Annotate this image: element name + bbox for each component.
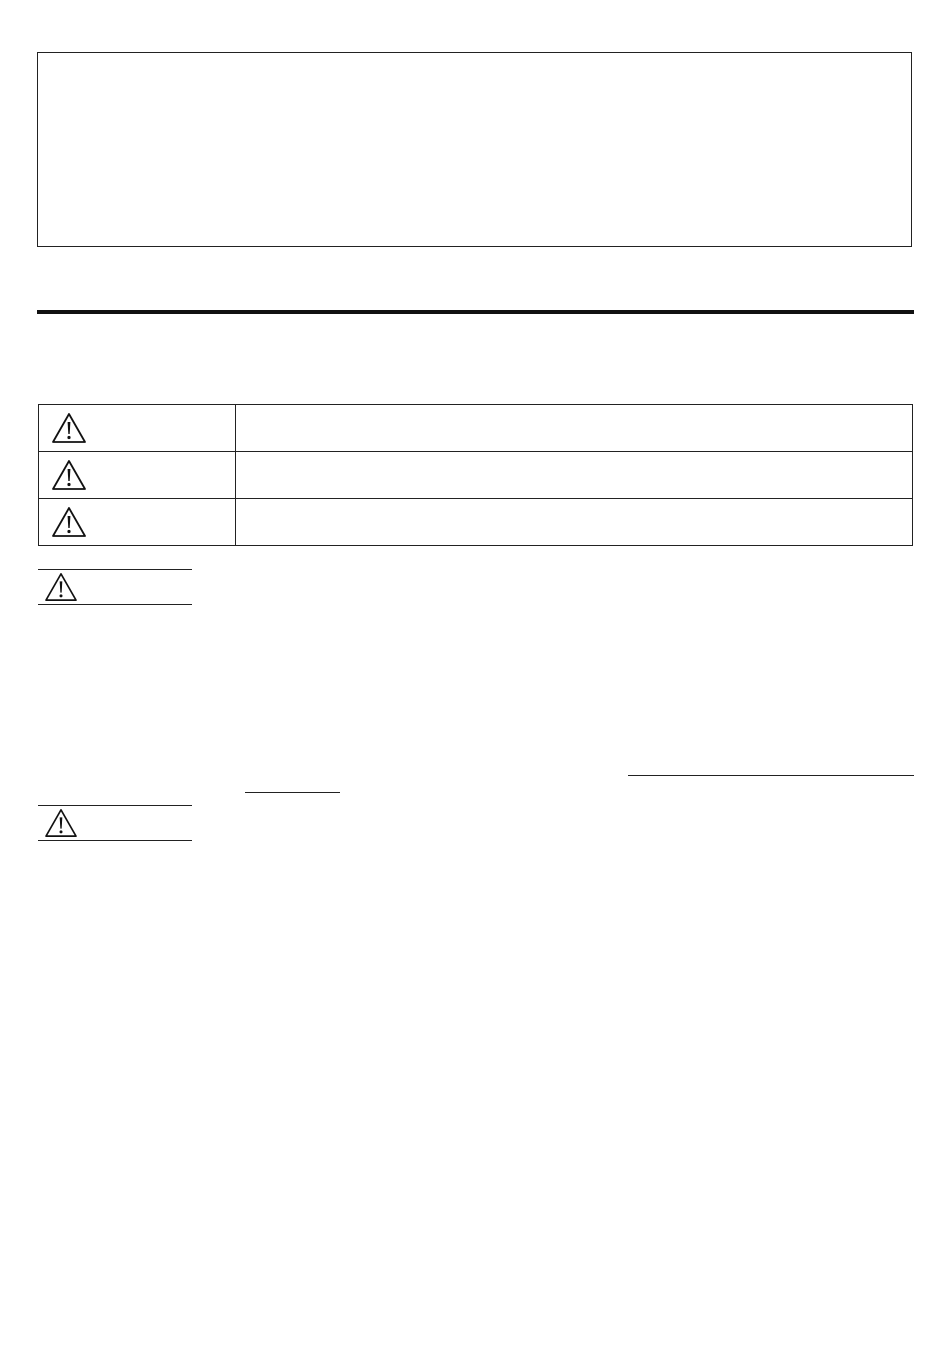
table-row [39, 499, 913, 546]
warning-triangle-icon [51, 506, 87, 538]
signal-description-cell [236, 452, 913, 499]
text-underline [245, 792, 340, 793]
warning-triangle-icon [44, 572, 78, 602]
signal-word-cell [39, 452, 236, 499]
heading-rule [37, 310, 914, 314]
caution-section-label [38, 805, 192, 841]
signal-word-cell [39, 499, 236, 546]
table-row [39, 452, 913, 499]
warning-section-label [38, 569, 192, 605]
warning-triangle-icon [51, 459, 87, 491]
warning-triangle-icon [51, 412, 87, 444]
signal-words-table [38, 404, 913, 546]
signal-description-cell [236, 499, 913, 546]
signal-description-cell [236, 405, 913, 452]
warning-triangle-icon [44, 808, 78, 838]
notice-box [37, 52, 912, 247]
signal-word-cell [39, 405, 236, 452]
text-underline [628, 775, 914, 776]
table-row [39, 405, 913, 452]
